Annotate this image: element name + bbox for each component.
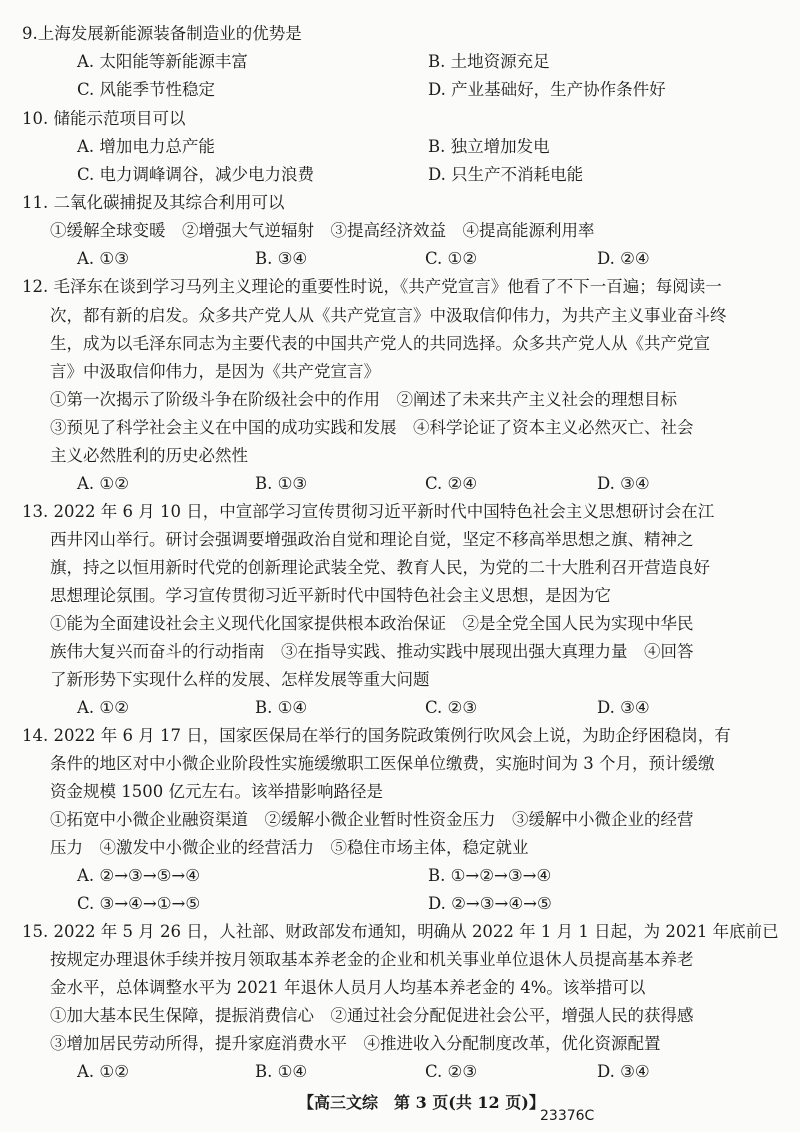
stem-continuation: 资金规模 1500 亿元左右。该举措影响路径是: [50, 782, 383, 801]
option-a: A. 增加电力总产能: [77, 137, 215, 156]
option-b: B. ③④: [255, 249, 308, 268]
question-stem: 12. 毛泽东在谈到学习马列主义理论的重要性时说，《共产党宣言》他看了不下一百遍；每阅读一: [22, 277, 722, 296]
statement-line: 主义必然胜利的历史必然性: [50, 446, 248, 465]
option-d: D. ③④: [597, 698, 650, 717]
option-d: D. 产业基础好，生产协作条件好: [428, 80, 666, 99]
option-a: A. ①②: [77, 698, 129, 717]
option-c: C. ③→④→①→⑤: [77, 894, 201, 913]
statement-line: ①加大基本民生保障，提振消费信心 ②通过社会分配促进社会公平，增强人民的获得感: [50, 1006, 694, 1025]
option-a: A. 太阳能等新能源丰富: [77, 52, 248, 71]
stem-continuation: 次，都有新的启发。众多共产党人从《共产党宣言》中汲取信仰伟力，为共产主义事业奋斗终: [50, 306, 727, 325]
option-b: B. ①→②→③→④: [428, 866, 552, 885]
question-stem: 13. 2022 年 6 月 10 日，中宣部学习宣传贯彻习近平新时代中国特色社会主义思想研讨会在江: [22, 502, 715, 521]
stem-continuation: 言》中汲取信仰伟力，是因为《共产党宣言》: [50, 362, 380, 381]
option-a: A. ②→③→⑤→④: [77, 866, 201, 885]
option-a: A. ①②: [77, 474, 129, 493]
option-d: D. 只生产不消耗电能: [428, 165, 584, 184]
statement-line: 了新形势下实现什么样的发展、怎样发展等重大问题: [50, 670, 430, 689]
option-c: C. ②③: [425, 1062, 478, 1081]
stem-continuation: 条件的地区对中小微企业阶段性实施缓缴职工医保单位缴费，实施时间为 3 个月，预计缓缴: [50, 754, 715, 773]
stem-continuation: 西井冈山举行。研讨会强调要增强政治自觉和理论自觉，坚定不移高举思想之旗、精神之: [50, 530, 694, 549]
stem-continuation: 按规定办理退休手续并按月领取基本养老金的企业和机关事业单位退休人员提高基本养老: [50, 950, 694, 969]
option-c: C. ②④: [425, 474, 478, 493]
option-d: D. ②→③→④→⑤: [428, 894, 552, 913]
option-d: D. ③④: [597, 474, 650, 493]
option-d: D. ②④: [597, 249, 650, 268]
statement-line: ③预见了科学社会主义在中国的成功实践和发展 ④科学论证了资本主义必然灭亡、社会: [50, 418, 694, 437]
option-a: A. ①②: [77, 1062, 129, 1081]
option-d: D. ③④: [597, 1062, 650, 1081]
option-b: B. ①④: [255, 1062, 308, 1081]
statement-line: ①缓解全球变暖 ②增强大气逆辐射 ③提高经济效益 ④提高能源利用率: [50, 221, 595, 240]
option-c: C. ②③: [425, 698, 478, 717]
page-footer-title: 【高三文综 第 3 页(共 12 页)】: [298, 1093, 545, 1112]
question-stem: 9.上海发展新能源装备制造业的优势是: [22, 24, 302, 43]
stem-continuation: 生，成为以毛泽东同志为主要代表的中国共产党人的共同选择。众多共产党人从《共产党宣: [50, 334, 710, 353]
paper-code: 23376C: [540, 1108, 595, 1124]
statement-line: ①能为全面建设社会主义现代化国家提供根本政治保证 ②是全党全国人民为实现中华民: [50, 614, 694, 633]
statement-line: ①第一次揭示了阶级斗争在阶级社会中的作用 ②阐述了未来共产主义社会的理想目标: [50, 390, 677, 409]
statement-line: 族伟大复兴而奋斗的行动指南 ③在指导实践、推动实践中展现出强大真理力量 ④回答: [50, 642, 694, 661]
option-b: B. ①③: [255, 474, 308, 493]
question-stem: 15. 2022 年 5 月 26 日，人社部、财政部发布通知，明确从 2022 年 1 月 1 日起，为 2021 年底前已: [22, 922, 779, 941]
stem-continuation: 旗，持之以恒用新时代党的创新理论武装全党、教育人民，为党的二十大胜利召开营造良好: [50, 558, 710, 577]
option-c: C. ①②: [425, 249, 478, 268]
question-stem: 11. 二氧化碳捕捉及其综合利用可以: [22, 193, 285, 212]
option-b: B. 独立增加发电: [428, 137, 550, 156]
statement-line: ①拓宽中小微企业融资渠道 ②缓解小微企业暂时性资金压力 ③缓解中小微企业的经营: [50, 810, 694, 829]
option-a: A. ①③: [77, 249, 129, 268]
option-c: C. 电力调峰调谷，减少电力浪费: [77, 165, 315, 184]
option-b: B. ①④: [255, 698, 308, 717]
stem-continuation: 金水平，总体调整水平为 2021 年退休人员月人均基本养老金的 4%。该举措可以: [50, 978, 646, 997]
question-stem: 10. 储能示范项目可以: [22, 109, 186, 128]
stem-continuation: 思想理论氛围。学习宣传贯彻习近平新时代中国特色社会主义思想，是因为它: [50, 586, 611, 605]
statement-line: 压力 ④激发中小微企业的经营活力 ⑤稳住市场主体，稳定就业: [50, 838, 529, 857]
statement-line: ③增加居民劳动所得，提升家庭消费水平 ④推进收入分配制度改革，优化资源配置: [50, 1034, 661, 1053]
question-stem: 14. 2022 年 6 月 17 日，国家医保局在举行的国务院政策例行吹风会上说，为助企纾困稳岗，有: [22, 726, 731, 745]
option-b: B. 土地资源充足: [428, 52, 550, 71]
option-c: C. 风能季节性稳定: [77, 80, 216, 99]
